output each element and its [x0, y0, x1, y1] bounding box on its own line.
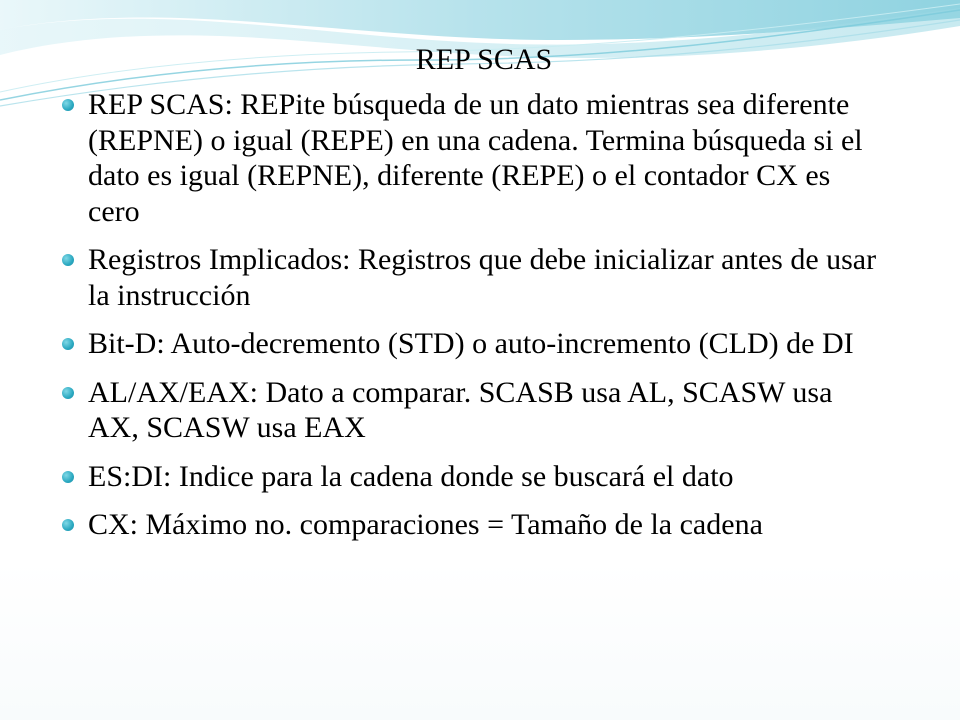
bullet-dot-icon	[62, 99, 74, 111]
bullet-dot-icon	[62, 338, 74, 350]
bullet-list	[88, 87, 888, 556]
bullet-item-es-di	[88, 459, 888, 495]
bullet-item-bit-d	[88, 326, 888, 362]
bullet-dot-icon	[62, 519, 74, 531]
bullet-item-cx	[88, 507, 888, 543]
bullet-item-rep-scas	[88, 87, 888, 229]
bullet-dot-icon	[62, 254, 74, 266]
bullet-dot-icon	[62, 387, 74, 399]
bullet-item-al-ax-eax	[88, 375, 888, 446]
bullet-text: CX: Máximo no. comparaciones = Tamaño de la cadena	[88, 508, 763, 541]
bullet-text: ES:DI: Indice para la cadena donde se buscará el dato	[88, 459, 734, 493]
slide-title: REP SCAS	[415, 43, 553, 76]
bullet-item-registros	[88, 242, 888, 313]
bullet-text: REP SCAS: REPite búsqueda de un dato mientras sea diferente (REPNE) o igual (REPE) en una cadena. Termina búsqueda si el dato es igual (REPNE), diferente (REPE) o el contador CX es cero	[88, 88, 863, 228]
bullet-dot-icon	[62, 471, 74, 483]
bullet-text: Registros Implicados: Registros que debe inicializar antes de usar la instrucción	[88, 243, 877, 312]
bullet-text: AL/AX/EAX: Dato a comparar. SCASB usa AL, SCASW usa AX, SCASW usa EAX	[88, 375, 833, 444]
bullet-text: Bit-D: Auto-decremento (STD) o auto-incremento (CLD) de DI	[88, 327, 854, 360]
